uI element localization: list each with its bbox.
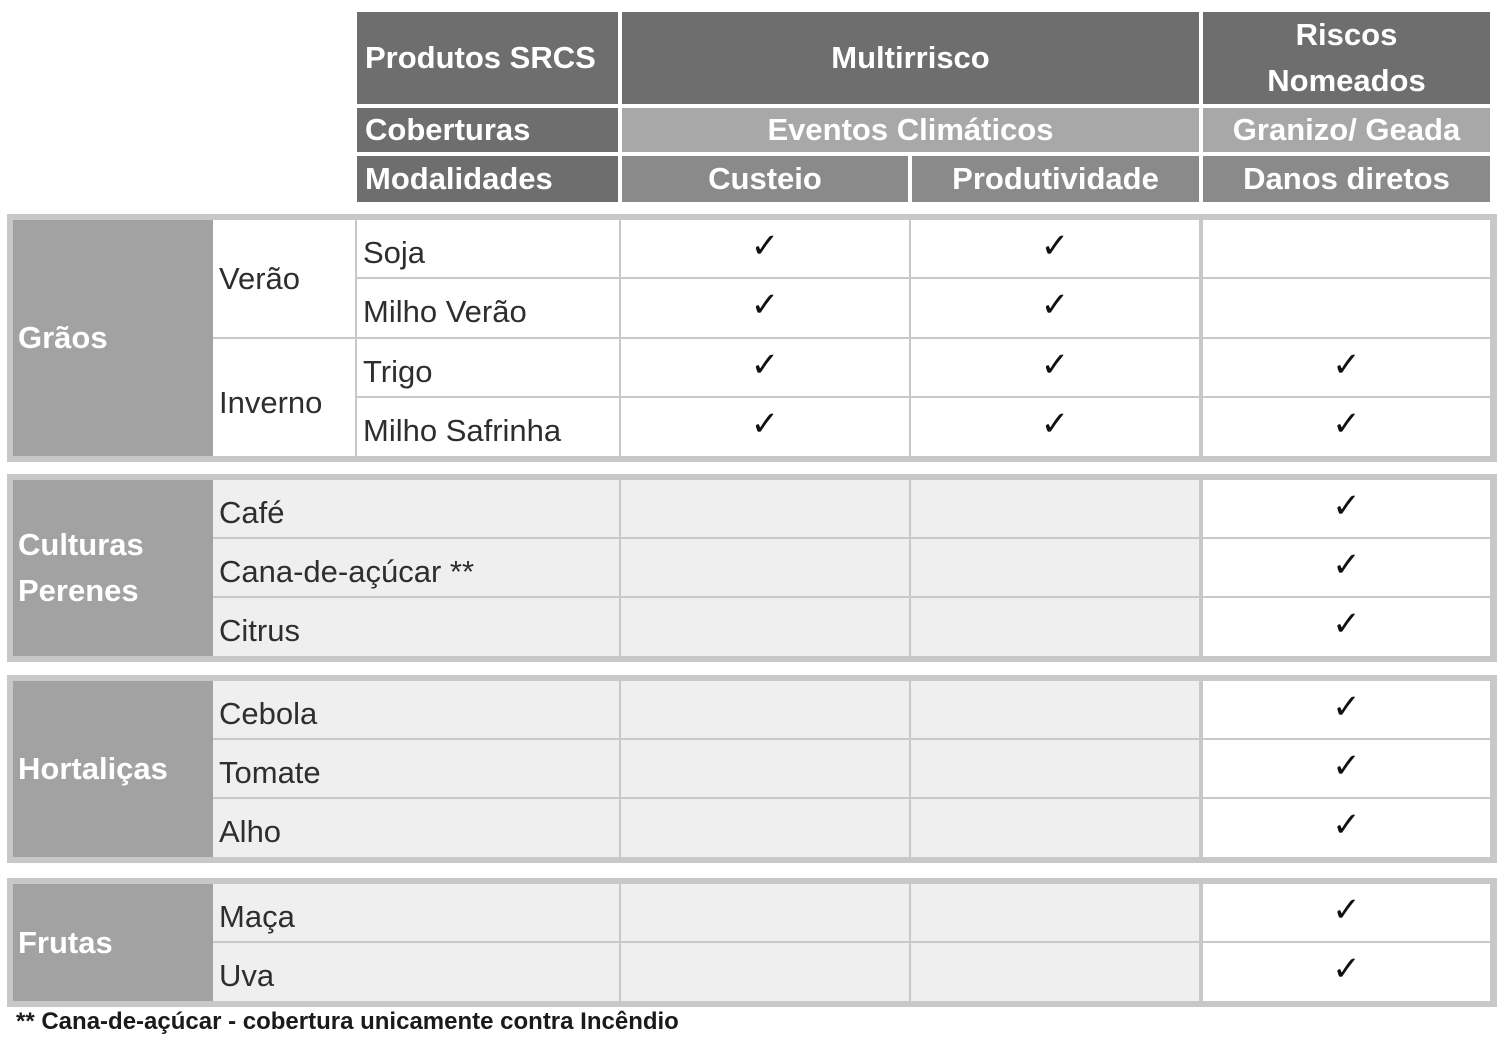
crop-cebola	[213, 681, 619, 738]
check-icon: ✓	[1332, 806, 1361, 844]
check-icon: ✓	[1332, 486, 1361, 525]
header-modalities-label: Modalidades	[365, 161, 553, 196]
check-cana-danos	[1203, 539, 1490, 596]
group-frutas	[7, 878, 1497, 1007]
header-danos-diretos	[1203, 156, 1490, 202]
cell-citrus-custeio	[621, 598, 909, 656]
header-produtividade-label: Produtividade	[952, 161, 1159, 196]
crop-cafe	[213, 480, 619, 537]
crop-tomate-label: Tomate	[219, 754, 321, 790]
crop-milho-verao	[357, 279, 619, 337]
header-modalities	[357, 156, 618, 202]
header-danos-diretos-label: Danos diretos	[1243, 161, 1450, 196]
check-icon: ✓	[1040, 226, 1070, 265]
crop-trigo	[357, 339, 619, 396]
cell-cafe-produtividade	[911, 480, 1199, 537]
cell-maca-custeio	[621, 884, 909, 941]
footnote: ** Cana-de-açúcar - cobertura unicamente contra Incêndio	[16, 1008, 679, 1035]
crop-uva	[213, 943, 619, 1001]
cell-cebola-custeio	[621, 681, 909, 738]
header-products-label: Produtos SRCS	[365, 40, 596, 75]
header-hail-frost-label: Granizo/ Geada	[1232, 112, 1461, 147]
header-produtividade	[912, 156, 1199, 202]
crop-cafe-label: Café	[219, 494, 285, 530]
crop-cana	[213, 539, 619, 596]
group-graos-label	[13, 220, 213, 456]
cell-soja-danos	[1203, 220, 1490, 277]
cell-cana-custeio	[621, 539, 909, 596]
season-verao-label: Verão	[219, 260, 301, 296]
header-climatic-events	[622, 108, 1199, 152]
check-maca-danos	[1203, 884, 1490, 941]
header-multirisk-label: Multirrisco	[831, 40, 990, 75]
check-soja-custeio	[621, 220, 909, 277]
check-icon: ✓	[750, 226, 780, 265]
check-icon: ✓	[750, 286, 780, 324]
crop-milho-safrinha-label: Milho Safrinha	[363, 413, 562, 448]
check-citrus-danos	[1203, 598, 1490, 656]
crop-milho-verao-label: Milho Verão	[363, 294, 527, 329]
header-named-risks-line1: Riscos	[1295, 17, 1398, 52]
crop-alho-label: Alho	[219, 814, 282, 849]
cell-citrus-produtividade	[911, 598, 1199, 656]
check-milho-safrinha-danos	[1203, 398, 1490, 456]
check-icon: ✓	[1332, 545, 1361, 584]
season-inverno-label: Inverno	[219, 384, 323, 420]
check-icon: ✓	[1332, 687, 1361, 726]
header-products	[357, 12, 618, 104]
header-climatic-events-label: Eventos Climáticos	[767, 112, 1054, 147]
crop-trigo-label: Trigo	[363, 353, 433, 389]
cell-uva-produtividade	[911, 943, 1199, 1001]
check-icon: ✓	[1332, 746, 1361, 785]
cell-alho-produtividade	[911, 799, 1199, 857]
cell-tomate-custeio	[621, 740, 909, 797]
check-icon: ✓	[1040, 286, 1070, 324]
check-milho-safrinha-produtividade	[911, 398, 1199, 456]
check-soja-produtividade	[911, 220, 1199, 277]
check-icon: ✓	[1332, 345, 1361, 384]
header-custeio-label: Custeio	[708, 161, 822, 196]
crop-citrus-label: Citrus	[219, 613, 300, 648]
crop-tomate	[213, 740, 619, 797]
check-icon: ✓	[1332, 950, 1361, 988]
group-hortalicas-label-text: Hortaliças	[18, 751, 168, 786]
crop-soja-label: Soja	[363, 234, 426, 270]
header-named-risks	[1203, 12, 1490, 104]
cell-maca-produtividade	[911, 884, 1199, 941]
check-icon: ✓	[1040, 405, 1070, 443]
check-milho-verao-custeio	[621, 279, 909, 337]
check-icon: ✓	[750, 405, 780, 443]
group-perenes	[7, 474, 1497, 662]
header-coverages	[357, 108, 618, 152]
cell-milho-verao-danos	[1203, 279, 1490, 337]
group-graos	[7, 214, 1497, 462]
group-hortalicas	[7, 675, 1497, 863]
crop-soja	[357, 220, 619, 277]
group-perenes-label-line2: Perenes	[18, 573, 139, 608]
group-frutas-label-text: Frutas	[18, 924, 113, 960]
crop-maca-label: Maça	[219, 898, 295, 934]
header-hail-frost	[1203, 108, 1490, 152]
crop-citrus	[213, 598, 619, 656]
crop-cebola-label: Cebola	[219, 695, 318, 731]
check-icon: ✓	[1040, 345, 1070, 384]
season-verao	[213, 220, 355, 337]
check-milho-safrinha-custeio	[621, 398, 909, 456]
season-inverno	[213, 339, 355, 456]
cell-alho-custeio	[621, 799, 909, 857]
cell-cana-produtividade	[911, 539, 1199, 596]
group-perenes-label	[13, 480, 213, 656]
header-custeio	[622, 156, 908, 202]
group-perenes-label-line1: Culturas	[18, 527, 144, 562]
crop-maca	[213, 884, 619, 941]
crop-cana-label: Cana-de-açúcar **	[219, 553, 475, 589]
cell-cebola-produtividade	[911, 681, 1199, 738]
check-icon: ✓	[750, 345, 780, 384]
check-cafe-danos	[1203, 480, 1490, 537]
crop-milho-safrinha	[357, 398, 619, 456]
cell-uva-custeio	[621, 943, 909, 1001]
check-trigo-custeio	[621, 339, 909, 396]
group-hortalicas-label	[13, 681, 213, 857]
check-cebola-danos	[1203, 681, 1490, 738]
group-graos-label-text: Grãos	[18, 320, 108, 355]
check-trigo-danos	[1203, 339, 1490, 396]
check-milho-verao-produtividade	[911, 279, 1199, 337]
check-icon: ✓	[1332, 605, 1361, 643]
check-alho-danos	[1203, 799, 1490, 857]
cell-tomate-produtividade	[911, 740, 1199, 797]
header-named-risks-line2: Nomeados	[1267, 63, 1426, 98]
check-trigo-produtividade	[911, 339, 1199, 396]
check-tomate-danos	[1203, 740, 1490, 797]
header-multirisk	[622, 12, 1199, 104]
group-frutas-label	[13, 884, 213, 1001]
check-uva-danos	[1203, 943, 1490, 1001]
check-icon: ✓	[1332, 890, 1361, 929]
crop-uva-label: Uva	[219, 958, 275, 993]
crop-alho	[213, 799, 619, 857]
cell-cafe-custeio	[621, 480, 909, 537]
header-coverages-label: Coberturas	[365, 112, 531, 147]
check-icon: ✓	[1332, 405, 1361, 443]
